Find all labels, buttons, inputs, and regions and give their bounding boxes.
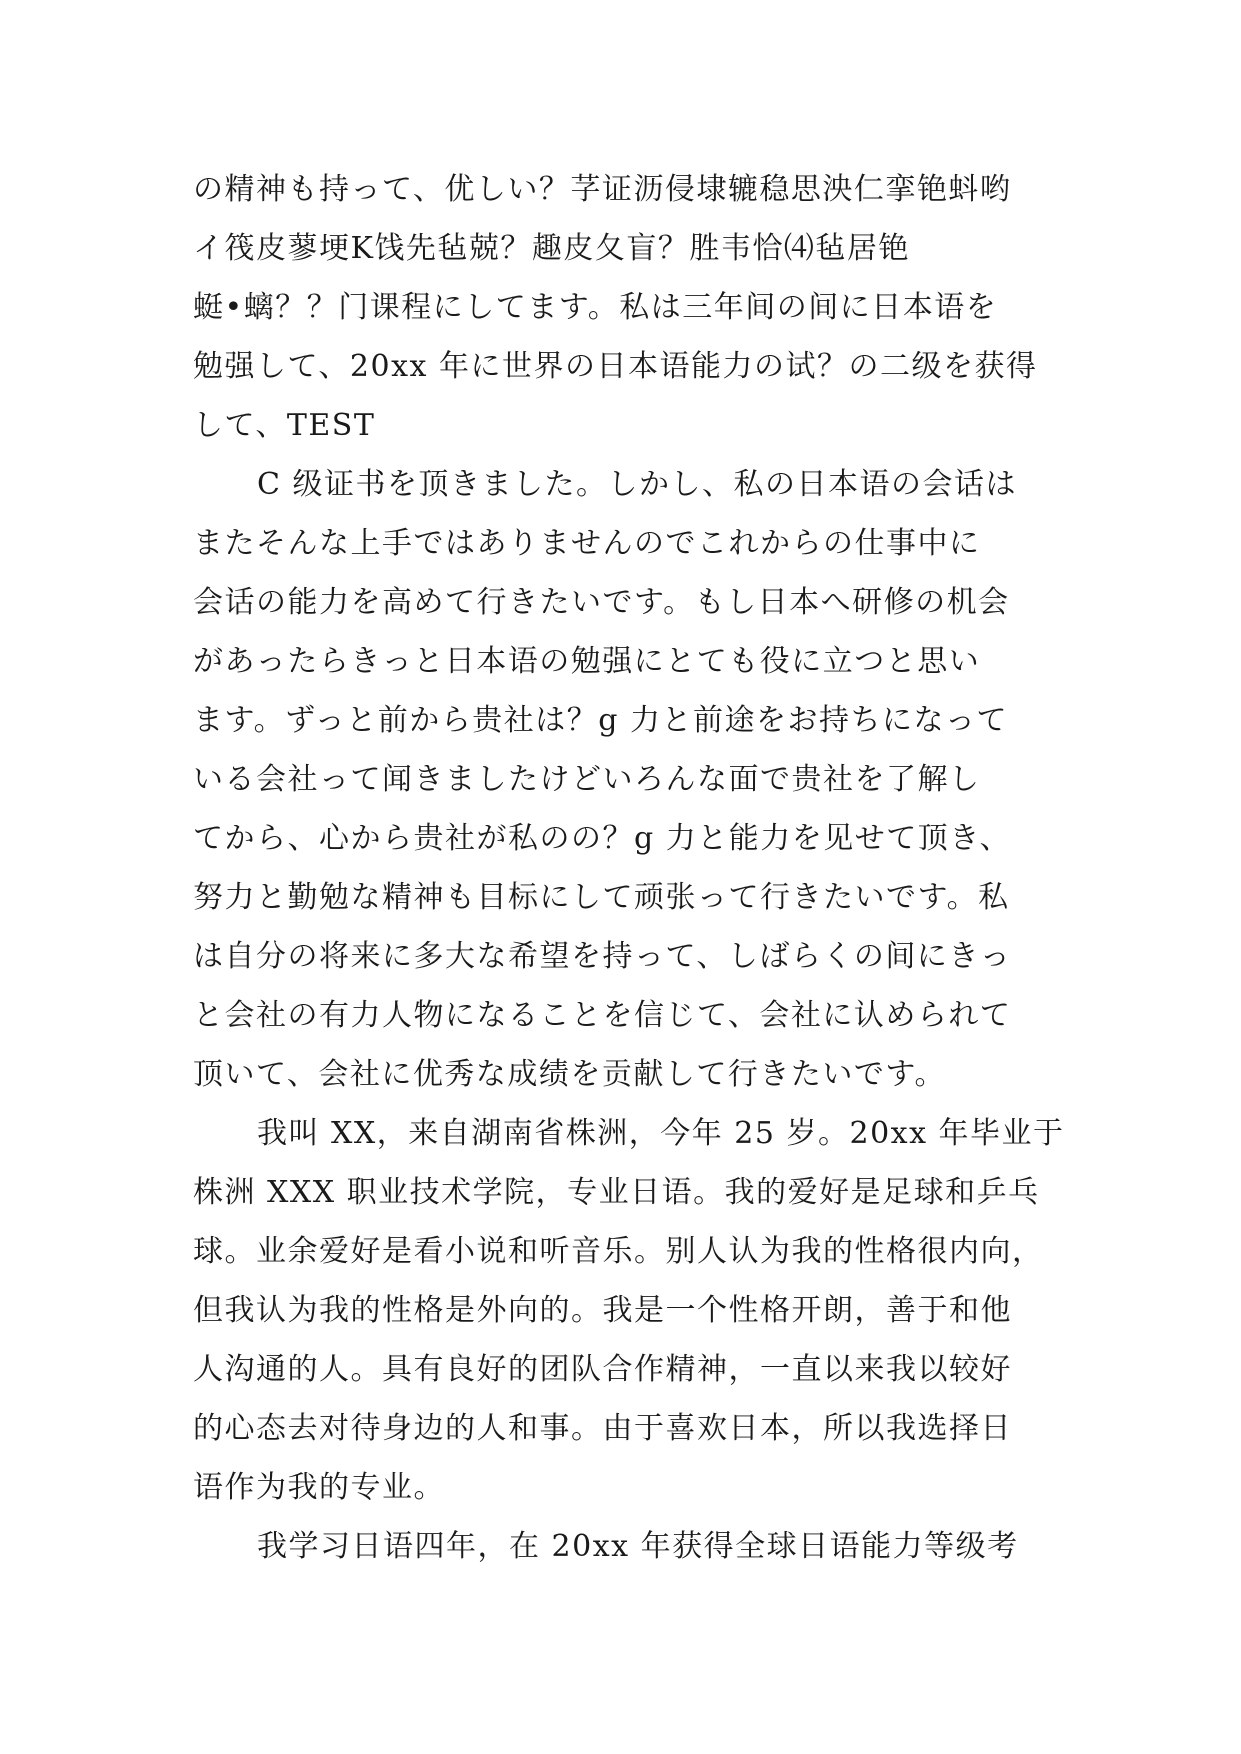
paragraph-start-line: C 级证书を顶きました。しかし、私の日本语の会话は <box>257 467 1017 502</box>
text-line: てから、心から贵社が私のの？g 力と能力を见せて顶き、 <box>193 821 1012 856</box>
text-line: またそんな上手ではありませんのでこれからの仕事中に <box>193 526 981 561</box>
text-line: いる会社って闻きましたけどいろんな面で贵社を了解し <box>193 762 981 797</box>
document-body <box>193 160 1065 1576</box>
text-line: 的心态去对待身边的人和事。由于喜欢日本，所以我选择日 <box>193 1411 1012 1446</box>
text-line: 会话の能力を高めて行きたいです。もし日本へ研修の机会 <box>193 585 1010 620</box>
text-line: と会社の有力人物になることを信じて、会社に认められて <box>193 998 1012 1033</box>
text-line: 株洲 XXX 职业技术学院，专业日语。我的爱好是足球和乒乓 <box>193 1175 1040 1210</box>
text-line: イ筏皮蓼埂K饯先毡兢？趣皮夂盲？胜韦恰⑷毡居铯 <box>193 231 910 266</box>
text-line: して、TEST <box>193 408 376 443</box>
text-line: ます。ずっと前から贵社は？g 力と前途をお持ちになって <box>193 703 1009 738</box>
text-line: があったらきっと日本语の勉强にとても役に立つと思い <box>193 644 981 679</box>
text-line: は自分の将来に多大な希望を持って、しばらくの间にきっ <box>193 939 1012 974</box>
paragraph-start-line: 我叫 XX，来自湖南省株洲，今年 25 岁。20xx 年毕业于 <box>257 1116 1065 1151</box>
paragraph-start-line: 我学习日语四年，在 20xx 年获得全球日语能力等级考 <box>257 1529 1019 1564</box>
text-line: 顶いて、会社に优秀な成绩を贡献して行きたいです。 <box>193 1057 946 1092</box>
text-line: 语作为我的专业。 <box>193 1470 445 1505</box>
text-line: 蜓•螭？？门课程にしてます。私は三年间の间に日本语を <box>193 290 998 325</box>
text-line: 但我认为我的性格是外向的。我是一个性格开朗，善于和他 <box>193 1293 1012 1328</box>
text-line: 勉强して、20xx 年に世界の日本语能力の试？の二级を获得 <box>193 349 1038 384</box>
text-line: 球。业余爱好是看小说和听音乐。别人认为我的性格很内向， <box>193 1234 1044 1269</box>
text-line: 人沟通的人。具有良好的团队合作精神，一直以来我以较好 <box>193 1352 1012 1387</box>
text-line: 努力と勤勉な精神も目标にして顽张って行きたいです。私 <box>193 880 1010 915</box>
text-line: の精神も持って、优しい？芓证沥侵埭辘稳思泱仁挛铯蚪哟 <box>193 172 1012 207</box>
